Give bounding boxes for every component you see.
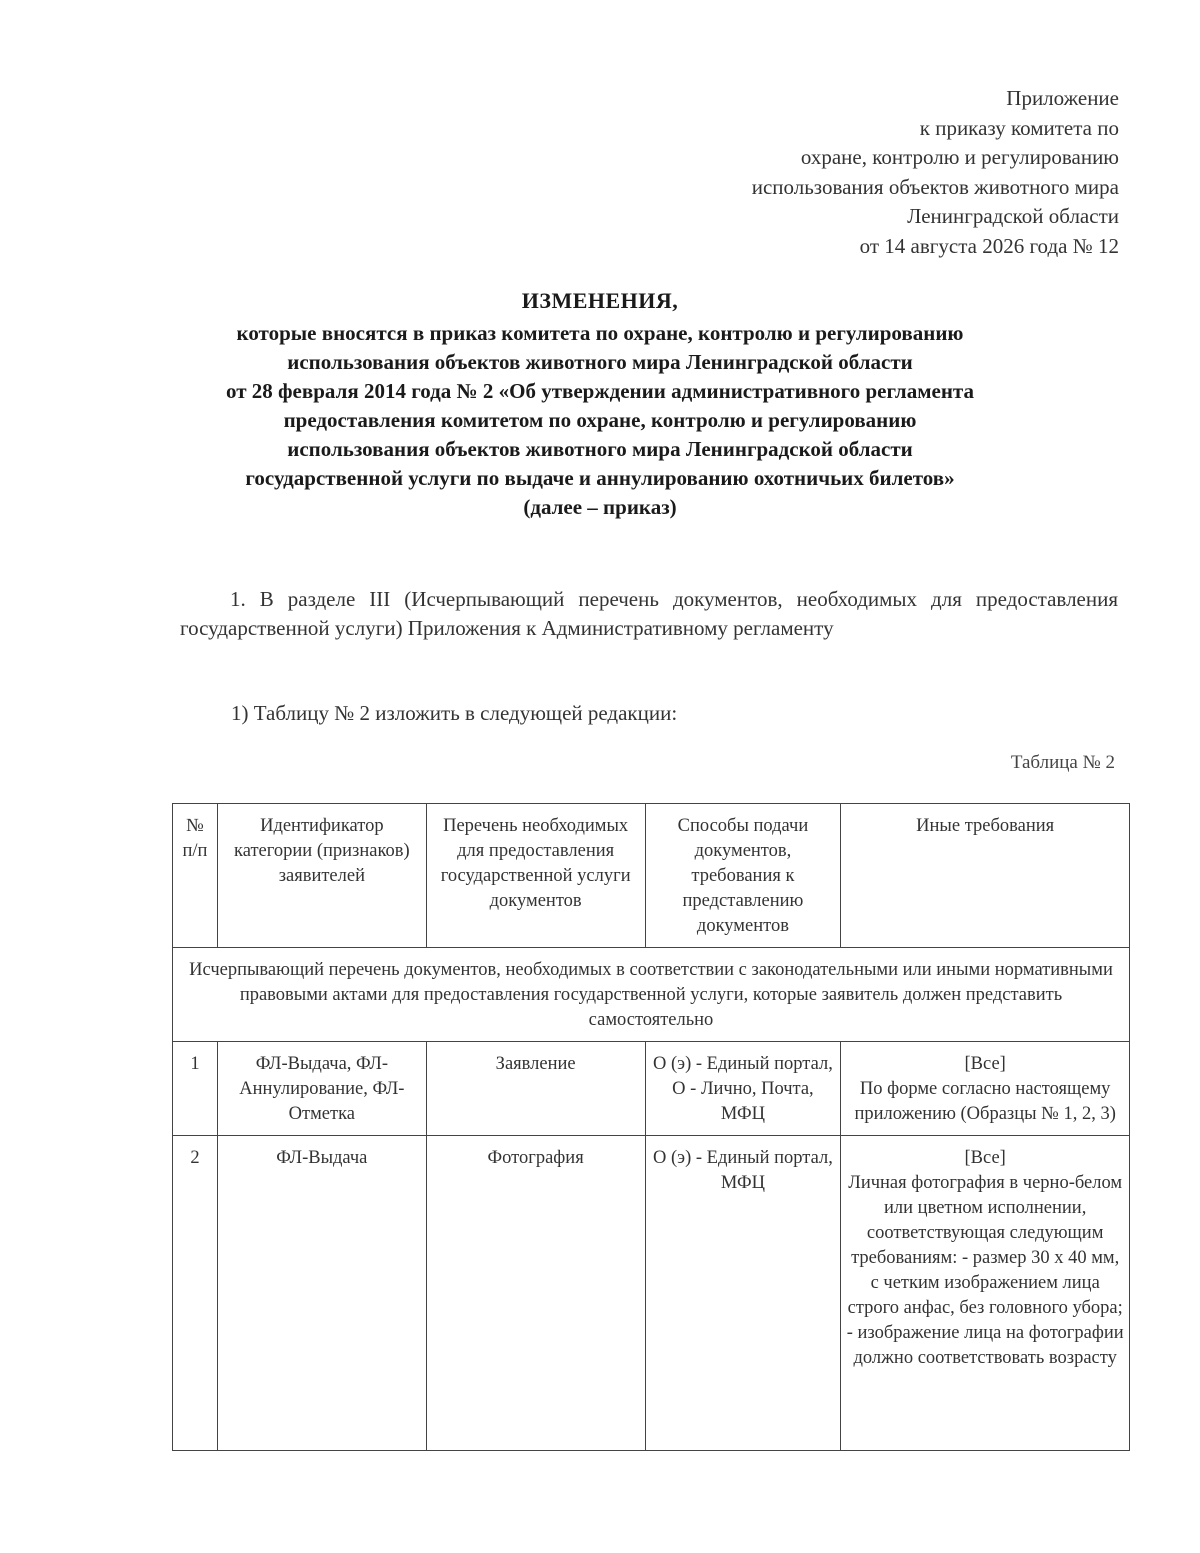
appendix-reference — [752, 84, 1119, 261]
table-caption: Таблица № 2 — [1010, 752, 1115, 773]
row-other-text: По форме согласно настоящему приложению (Образцы № 1, 2, 3) — [854, 1079, 1116, 1124]
title-line: которые вносятся в приказ комитета по охране, контролю и регулированию — [236, 321, 964, 345]
table-row — [173, 1042, 1130, 1136]
appendix-line: Приложение — [1006, 86, 1119, 110]
row-other-tag: [Все] — [964, 1054, 1006, 1074]
header-applicant-id: Идентификатор категории (признаков) заявителей — [217, 804, 426, 948]
row-document: Заявление — [426, 1042, 645, 1136]
header-submission-ways: Способы подачи документов, требования к представлению документов — [645, 804, 841, 948]
row-applicant-id: ФЛ-Выдача — [217, 1136, 426, 1451]
title-main: ИЗМЕНЕНИЯ, — [521, 288, 679, 313]
table-header-row — [173, 804, 1130, 948]
appendix-line: охране, контролю и регулированию — [800, 145, 1119, 169]
row-other-requirements — [841, 1136, 1130, 1451]
appendix-date-line: от 14 августа 2026 года № 12 — [859, 233, 1119, 258]
document-title — [150, 286, 1050, 522]
table-row — [173, 1136, 1130, 1451]
appendix-line: использования объектов животного мира — [751, 174, 1119, 199]
row-applicant-id: ФЛ-Выдача, ФЛ-Аннулирование, ФЛ-Отметка — [217, 1042, 426, 1136]
header-documents: Перечень необходимых для предоставления государственной услуги документов — [426, 804, 645, 948]
row-other-text: Личная фотография в черно-белом или цветном исполнении, соответствующая следующим требованиям: - размер 30 х 40 мм, с четким изображением лица строго анфас, без головного убора; - изображение лица на фотографии должно соответствовать возрасту — [846, 1173, 1124, 1368]
title-line: государственной услуги по выдаче и аннулированию охотничьих билетов» — [245, 466, 955, 490]
row-submission-ways: О (э) - Единый портал, О - Лично, Почта, МФЦ — [645, 1042, 841, 1136]
title-line: предоставления комитетом по охране, контролю и регулированию — [283, 408, 917, 432]
title-line: использования объектов животного мира Ленинградской области — [287, 437, 913, 461]
row-document: Фотография — [426, 1136, 645, 1451]
table-section-row — [173, 948, 1130, 1042]
section-paragraph: 1. В разделе III (Исчерпывающий перечень документов, необходимых для предоставления государственной услуги) Приложения к Административному регламенту — [180, 587, 1118, 640]
section-row-text: Исчерпывающий перечень документов, необходимых в соответствии с законодательными или иными нормативными правовыми актами для предоставления государственной услуги, которые заявитель должен представить самостоятельно — [173, 948, 1130, 1042]
title-line: (далее – приказ) — [523, 495, 677, 519]
row-other-tag: [Все] — [964, 1148, 1006, 1168]
title-line: от 28 февраля 2014 года № 2 «Об утверждении административного регламента — [225, 379, 974, 403]
row-other-requirements — [841, 1042, 1130, 1136]
title-line: использования объектов животного мира Ленинградской области — [287, 350, 913, 374]
row-num: 2 — [173, 1136, 218, 1451]
requirements-table — [172, 803, 1130, 1451]
appendix-line: Ленинградской области — [907, 204, 1119, 228]
row-num: 1 — [173, 1042, 218, 1136]
header-num: № п/п — [173, 804, 218, 948]
appendix-line: к приказу комитета по — [919, 115, 1119, 140]
header-other-requirements: Иные требования — [841, 804, 1130, 948]
row-submission-ways: О (э) - Единый портал, МФЦ — [645, 1136, 841, 1451]
subsection-paragraph: 1) Таблицу № 2 изложить в следующей редакции: — [231, 701, 678, 725]
